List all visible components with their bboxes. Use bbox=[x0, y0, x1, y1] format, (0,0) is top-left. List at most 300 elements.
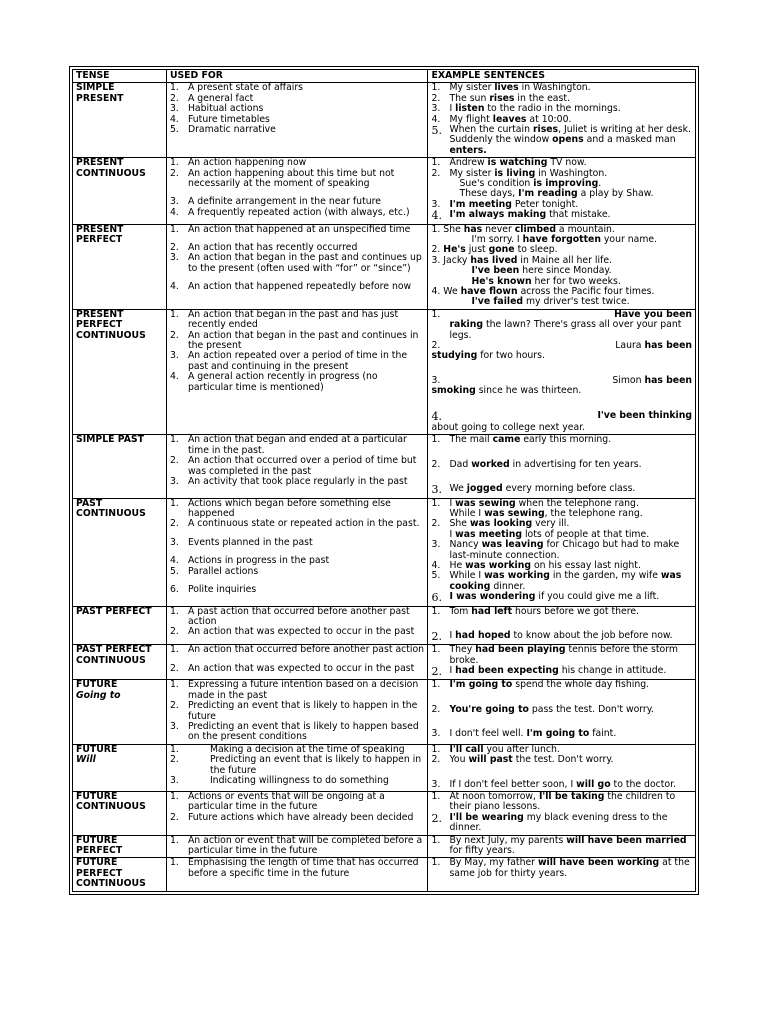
usage-item bbox=[170, 538, 425, 548]
examples-cell bbox=[428, 158, 696, 224]
sentence-fragment: for Chicago but had to make last-minute connection. bbox=[449, 539, 680, 561]
highlighted-verb: has been bbox=[644, 374, 692, 386]
table-row bbox=[73, 792, 696, 836]
usage-number: 2. bbox=[169, 242, 179, 253]
sentence-fragment: that mistake. bbox=[546, 209, 611, 221]
sentence-fragment: These days, bbox=[459, 188, 519, 200]
highlighted-verb: leaves bbox=[492, 113, 527, 125]
usage-text: Habitual actions bbox=[187, 103, 264, 115]
sentence-fragment: and a masked man bbox=[583, 134, 676, 146]
highlighted-verb: will have been working bbox=[537, 857, 660, 869]
highlighted-verb: I was wondering bbox=[449, 591, 536, 603]
tense-cell bbox=[73, 309, 167, 435]
examples-cell bbox=[428, 645, 696, 680]
sentence-fragment: your name. bbox=[600, 234, 658, 245]
usage-item bbox=[170, 208, 425, 218]
example-number: 2. bbox=[431, 754, 441, 766]
examples-cell bbox=[428, 435, 696, 498]
header-row bbox=[73, 70, 696, 83]
tense-cell bbox=[73, 158, 167, 224]
sentence-fragment: for fifty years. bbox=[449, 845, 515, 857]
sentence-fragment: By next July, my parents bbox=[449, 834, 567, 846]
usage-text: A general action recently in progress (no particular time is mentioned) bbox=[187, 371, 378, 393]
sentence-fragment: to sleep. bbox=[514, 244, 558, 256]
example-sentence bbox=[431, 351, 692, 361]
sentence-fragment: on his essay last night. bbox=[530, 559, 641, 571]
example-item bbox=[431, 540, 692, 561]
tense-name: PRESENT bbox=[76, 308, 124, 320]
usage-text: An action that has recently occurred bbox=[187, 242, 358, 253]
example-sentence bbox=[449, 297, 692, 307]
sentence-fragment: her for two weeks. bbox=[531, 275, 621, 287]
sentence-fragment: My sister bbox=[449, 82, 495, 94]
sentence-fragment: in Washington. bbox=[518, 82, 591, 94]
table-row bbox=[73, 835, 696, 858]
examples-cell bbox=[428, 792, 696, 836]
tense-cell bbox=[73, 498, 167, 606]
example-sentence bbox=[449, 680, 692, 690]
used-for-cell bbox=[166, 498, 428, 606]
tense-name: CONTINUOUS bbox=[76, 801, 146, 813]
example-sentence bbox=[449, 435, 692, 445]
sentence-fragment: my driver's test twice. bbox=[523, 296, 630, 308]
usage-text: Predicting an event that is likely to happen in the future bbox=[209, 754, 422, 776]
example-item bbox=[431, 125, 692, 156]
usage-number: 4. bbox=[169, 113, 179, 125]
highlighted-verb: will have been married bbox=[566, 834, 687, 846]
usage-item bbox=[170, 567, 425, 577]
usage-number: 2. bbox=[169, 754, 179, 766]
sentence-fragment: very ill. bbox=[532, 518, 570, 530]
usage-number: 4. bbox=[169, 281, 179, 293]
sentence-fragment: never bbox=[482, 223, 515, 235]
usage-number: 3. bbox=[169, 252, 179, 264]
table-row bbox=[73, 606, 696, 645]
sentence-fragment: When the curtain bbox=[449, 124, 533, 136]
example-number: 1. bbox=[431, 644, 441, 656]
usage-number: 3. bbox=[169, 720, 179, 732]
example-number: 3. bbox=[431, 103, 441, 115]
examples-cell bbox=[428, 606, 696, 645]
highlighted-verb: have flown bbox=[460, 286, 518, 298]
usage-text: A frequently repeated action (with always, etc.) bbox=[187, 206, 410, 218]
highlighted-verb: lives bbox=[494, 82, 519, 94]
usage-number: 1. bbox=[169, 834, 179, 846]
sentence-fragment: you after lunch. bbox=[483, 743, 560, 755]
sentence-fragment: for two hours. bbox=[477, 350, 545, 362]
example-sentence bbox=[449, 858, 692, 879]
example-sentence bbox=[449, 666, 692, 678]
sentence-fragment: We bbox=[449, 483, 467, 495]
tense-name: FUTURE bbox=[76, 743, 118, 755]
example-item bbox=[431, 680, 692, 690]
highlighted-verb: had been expecting bbox=[455, 665, 559, 677]
usage-text: A definite arrangement in the near future bbox=[187, 196, 381, 208]
tense-cell bbox=[73, 680, 167, 744]
highlighted-verb: I've been thinking bbox=[597, 409, 692, 421]
example-sentence bbox=[449, 631, 692, 643]
tense-name: FUTURE bbox=[76, 679, 118, 691]
highlighted-verb: has lived bbox=[470, 254, 518, 266]
tense-name: PAST bbox=[76, 497, 103, 509]
usage-item bbox=[170, 556, 425, 566]
usage-text: Future timetables bbox=[187, 113, 270, 125]
example-sentence bbox=[449, 792, 692, 813]
sentence-fragment: to know about the job before now. bbox=[510, 629, 673, 641]
used-for-cell bbox=[166, 309, 428, 435]
usage-item bbox=[170, 585, 425, 595]
examples-cell bbox=[428, 744, 696, 791]
sentence-fragment: I bbox=[449, 103, 456, 115]
usage-number: 2. bbox=[169, 167, 179, 179]
example-number: 3. bbox=[431, 728, 441, 740]
usage-text: An action or event that will be completed before a particular time in the future bbox=[187, 834, 423, 857]
sentence-fragment: his change in attitude. bbox=[558, 665, 667, 677]
highlighted-verb: studying bbox=[431, 350, 478, 362]
table-row bbox=[73, 309, 696, 435]
tense-name: FUTURE bbox=[76, 834, 118, 846]
sentence-fragment: The sun bbox=[449, 92, 490, 104]
example-number bbox=[431, 297, 449, 307]
example-number: 1. bbox=[431, 791, 441, 802]
example-item bbox=[431, 645, 692, 666]
example-sentence bbox=[449, 645, 692, 666]
highlighted-verb: will go bbox=[576, 778, 611, 790]
sentence-fragment: 3. Jacky bbox=[431, 254, 471, 266]
highlighted-verb: I'm reading bbox=[518, 188, 578, 200]
usage-text: An action that was expected to occur in the past bbox=[187, 662, 415, 674]
usage-text: An action that began in the past and continues in the present bbox=[187, 329, 419, 352]
example-number: 2. bbox=[431, 665, 442, 679]
example-item bbox=[431, 386, 692, 396]
sentence-fragment: in the garden, my wife bbox=[549, 570, 661, 582]
sentence-fragment: If I don't feel better soon, I bbox=[449, 778, 577, 790]
examples-cell bbox=[428, 835, 696, 858]
example-number: 1. bbox=[431, 434, 441, 446]
highlighted-verb: Have you been bbox=[614, 308, 692, 320]
header-example-sentences: EXAMPLE SENTENCES bbox=[428, 70, 696, 83]
example-item bbox=[431, 423, 692, 433]
sentence-fragment: They bbox=[449, 644, 476, 656]
usage-item bbox=[170, 680, 425, 701]
highlighted-verb: was meeting bbox=[455, 528, 523, 540]
usage-item bbox=[170, 499, 425, 520]
usage-number: 1. bbox=[169, 308, 179, 320]
highlighted-verb: I've failed bbox=[471, 296, 524, 308]
usage-number: 3. bbox=[169, 350, 179, 362]
usage-number: 1. bbox=[169, 743, 179, 755]
sentence-fragment: Nancy bbox=[449, 539, 482, 551]
sentence-fragment: Andrew bbox=[449, 157, 488, 169]
usage-item bbox=[170, 607, 425, 628]
highlighted-verb: rises bbox=[489, 92, 515, 104]
usage-text: Emphasising the length of time that has occurred before a specific time in the future bbox=[187, 857, 419, 879]
example-number: 3. bbox=[431, 483, 442, 497]
sentence-fragment: TV now. bbox=[547, 157, 587, 169]
highlighted-verb: I'm meeting bbox=[449, 198, 512, 210]
example-item bbox=[431, 780, 692, 790]
example-number: 1. bbox=[431, 82, 441, 94]
usage-number: 4. bbox=[169, 371, 179, 383]
tense-name: SIMPLE bbox=[76, 82, 115, 94]
example-number: 1. bbox=[431, 605, 441, 617]
usage-item bbox=[170, 813, 425, 823]
sentence-fragment: the lawn? There's grass all over your pant legs. bbox=[449, 319, 682, 341]
tense-name: CONTINUOUS bbox=[76, 329, 146, 341]
sentence-fragment: spend the whole day fishing. bbox=[512, 679, 650, 691]
used-for-cell bbox=[166, 835, 428, 858]
sentence-fragment: a play by Shaw. bbox=[577, 188, 654, 200]
sentence-fragment: across the Pacific four times. bbox=[517, 286, 655, 298]
usage-item bbox=[170, 701, 425, 722]
sentence-fragment: Sue's condition bbox=[459, 178, 534, 190]
usage-number: 3. bbox=[169, 536, 179, 548]
example-number: 2. bbox=[431, 167, 441, 179]
sentence-fragment: here since Monday. bbox=[519, 265, 612, 277]
tense-name: PERFECT bbox=[76, 867, 123, 879]
sentence-fragment: pass the test. Don't worry. bbox=[528, 703, 654, 715]
example-number: 3. bbox=[431, 539, 441, 551]
example-item bbox=[431, 792, 692, 813]
usage-number: 1. bbox=[169, 791, 179, 802]
usage-item bbox=[170, 519, 425, 529]
usage-number: 1. bbox=[169, 644, 179, 656]
example-item bbox=[431, 813, 692, 834]
highlighted-verb: was sewing bbox=[484, 507, 545, 519]
examples-cell bbox=[428, 83, 696, 158]
tense-name: PRESENT bbox=[76, 157, 124, 169]
tense-name: CONTINUOUS bbox=[76, 167, 146, 179]
usage-number: 1. bbox=[169, 857, 179, 869]
highlighted-verb: You're going to bbox=[449, 703, 529, 715]
example-number: 1. bbox=[431, 834, 441, 846]
highlighted-verb: He's bbox=[443, 244, 466, 256]
table-row bbox=[73, 645, 696, 680]
table-row bbox=[73, 435, 696, 498]
highlighted-verb: had left bbox=[471, 605, 513, 617]
sentence-fragment: The mail bbox=[449, 434, 493, 446]
example-sentence bbox=[449, 755, 692, 765]
highlighted-verb: I've been bbox=[471, 265, 520, 277]
example-sentence bbox=[449, 484, 692, 496]
highlighted-verb: I'm going to bbox=[526, 728, 590, 740]
example-item bbox=[431, 858, 692, 879]
used-for-cell bbox=[166, 158, 428, 224]
usage-text: Dramatic narrative bbox=[187, 124, 276, 136]
usage-item bbox=[170, 435, 425, 456]
sentence-fragment: every morning before class. bbox=[502, 483, 636, 495]
example-item bbox=[431, 210, 692, 222]
usage-number: 1. bbox=[169, 223, 179, 235]
usage-text: Expressing a future intention based on a decision made in the past bbox=[187, 679, 419, 701]
tense-name: PAST PERFECT bbox=[76, 644, 152, 656]
example-number bbox=[431, 179, 449, 189]
example-number: 2. bbox=[431, 629, 442, 643]
used-for-cell bbox=[166, 435, 428, 498]
usage-item bbox=[170, 351, 425, 372]
usage-text: Actions or events that will be ongoing at a particular time in the future bbox=[187, 791, 385, 813]
sentence-fragment: 1. She bbox=[431, 223, 464, 235]
sentence-fragment: 4. We bbox=[431, 286, 461, 298]
example-item bbox=[431, 351, 692, 361]
sentence-fragment: to the radio in the mornings. bbox=[484, 103, 621, 115]
example-sentence bbox=[449, 780, 692, 790]
usage-item bbox=[170, 282, 425, 292]
usage-item bbox=[170, 456, 425, 477]
highlighted-verb: have forgotten bbox=[522, 234, 601, 245]
usage-number: 6. bbox=[169, 583, 179, 595]
example-item bbox=[431, 484, 692, 496]
usage-number: 2. bbox=[169, 92, 179, 104]
sentence-fragment: Simon bbox=[612, 374, 645, 386]
tense-subtitle: Going to bbox=[76, 689, 121, 701]
sentence-fragment: I bbox=[449, 497, 456, 509]
example-item bbox=[431, 836, 692, 857]
usage-text: Polite inquiries bbox=[187, 583, 257, 595]
usage-text: An action that began and ended at a particular time in the past. bbox=[187, 434, 407, 456]
highlighted-verb: is watching bbox=[487, 157, 548, 169]
usage-number: 2. bbox=[169, 700, 179, 712]
example-number bbox=[431, 266, 449, 276]
highlighted-verb: was sewing bbox=[455, 497, 516, 509]
example-item bbox=[431, 571, 692, 592]
usage-text: An action that began in the past and continues up to the present (often used with “for” or “since”) bbox=[187, 252, 422, 274]
usage-text: An action that occurred over a period of time but was completed in the past bbox=[187, 455, 417, 477]
example-sentence bbox=[449, 460, 692, 470]
sentence-fragment: I don't feel well. bbox=[449, 728, 527, 740]
example-number: 4. bbox=[431, 209, 442, 223]
usage-text: A continuous state or repeated action in the past. bbox=[187, 518, 420, 530]
sentence-fragment: , Juliet is writing at her desk. Suddenly the window bbox=[449, 124, 691, 146]
usage-item bbox=[170, 755, 425, 776]
example-number: 5. bbox=[431, 570, 441, 582]
highlighted-verb: worked bbox=[471, 458, 510, 470]
usage-text: An action happening now bbox=[187, 157, 307, 169]
sentence-fragment: early this morning. bbox=[520, 434, 612, 446]
used-for-cell bbox=[166, 645, 428, 680]
tense-name: PERFECT bbox=[76, 234, 123, 245]
example-item bbox=[431, 705, 692, 715]
sentence-fragment: He bbox=[449, 559, 466, 571]
usage-number: 1. bbox=[169, 157, 179, 169]
sentence-fragment: , the telephone rang. bbox=[544, 507, 643, 519]
sentence-fragment: dinner. bbox=[490, 580, 526, 592]
example-number: 3. bbox=[431, 198, 441, 210]
usage-item bbox=[170, 836, 425, 857]
sentence-fragment: to the doctor. bbox=[610, 778, 677, 790]
usage-text: Actions in progress in the past bbox=[187, 555, 330, 567]
examples-cell bbox=[428, 680, 696, 744]
example-sentence bbox=[449, 729, 692, 739]
header-used-for: USED FOR bbox=[166, 70, 428, 83]
highlighted-verb: raking bbox=[449, 319, 483, 331]
examples-cell bbox=[428, 224, 696, 309]
usage-item bbox=[170, 477, 425, 487]
usage-text: A past action that occurred before another past action bbox=[187, 605, 410, 627]
table-row bbox=[73, 83, 696, 158]
example-item bbox=[431, 729, 692, 739]
usage-text: An action that began in the past and has just recently ended bbox=[187, 308, 399, 331]
sentence-fragment: While I bbox=[449, 507, 485, 519]
example-sentence bbox=[449, 705, 692, 715]
example-sentence bbox=[431, 423, 692, 433]
tense-cell bbox=[73, 792, 167, 836]
sentence-fragment: in advertising for ten years. bbox=[509, 458, 642, 470]
usage-number: 4. bbox=[169, 555, 179, 567]
usage-item bbox=[170, 310, 425, 331]
tense-subtitle: Will bbox=[76, 754, 96, 766]
highlighted-verb: had hoped bbox=[455, 629, 511, 641]
usage-text: An action that occurred before another past action bbox=[187, 644, 425, 656]
usage-number: 2. bbox=[169, 811, 179, 823]
usage-number: 3. bbox=[169, 196, 179, 208]
sentence-fragment: at the same job for thirty years. bbox=[449, 857, 690, 879]
example-number: 2. bbox=[431, 811, 442, 825]
usage-text: Making a decision at the time of speaking bbox=[209, 743, 405, 755]
sentence-fragment: just bbox=[465, 244, 489, 256]
table-body bbox=[73, 83, 696, 891]
highlighted-verb: I'll call bbox=[449, 743, 484, 755]
example-number: 1. bbox=[431, 308, 441, 320]
sentence-fragment: when the telephone rang. bbox=[515, 497, 639, 509]
sentence-fragment: While I bbox=[449, 570, 485, 582]
tense-name: CONTINUOUS bbox=[76, 878, 146, 890]
usage-text: A present state of affairs bbox=[187, 82, 304, 94]
sentence-fragment: in Washington. bbox=[535, 167, 608, 179]
sentence-fragment: in the east. bbox=[514, 92, 570, 104]
highlighted-verb: jogged bbox=[466, 483, 503, 495]
example-sentence bbox=[449, 813, 692, 834]
usage-text: An action that happened at an unspecified time bbox=[187, 223, 411, 235]
tense-cell bbox=[73, 224, 167, 309]
usage-number: 2. bbox=[169, 455, 179, 467]
sentence-fragment: My flight bbox=[449, 113, 493, 125]
example-number: 4. bbox=[431, 559, 441, 571]
sentence-fragment: At noon tomorrow, bbox=[449, 791, 539, 802]
sentence-fragment: hours before we got there. bbox=[512, 605, 639, 617]
example-item bbox=[431, 755, 692, 765]
used-for-cell bbox=[166, 680, 428, 744]
example-number: 4. bbox=[431, 113, 441, 125]
sentence-fragment: tennis before the storm broke. bbox=[449, 644, 678, 666]
usage-text: An action happening about this time but not necessarily at the moment of speaking bbox=[187, 167, 395, 190]
used-for-cell bbox=[166, 858, 428, 891]
highlighted-verb: rises bbox=[532, 124, 559, 136]
usage-number: 3. bbox=[169, 775, 179, 786]
usage-number: 5. bbox=[169, 565, 179, 577]
tense-name: PRESENT bbox=[76, 92, 124, 104]
tense-cell bbox=[73, 858, 167, 891]
sentence-fragment: Laura bbox=[615, 340, 645, 352]
usage-text: An action repeated over a period of time in the past and continuing in the present bbox=[187, 350, 408, 372]
example-number: 4. bbox=[431, 409, 442, 423]
used-for-cell bbox=[166, 606, 428, 645]
example-item bbox=[431, 666, 692, 678]
header-tense: TENSE bbox=[73, 70, 167, 83]
example-item bbox=[431, 631, 692, 643]
usage-text: Parallel actions bbox=[187, 565, 259, 577]
examples-cell bbox=[428, 309, 696, 435]
example-sentence bbox=[449, 571, 692, 592]
sentence-fragment: in Maine all her life. bbox=[517, 254, 612, 266]
example-number bbox=[431, 320, 449, 341]
example-item bbox=[431, 320, 692, 341]
highlighted-verb: was looking bbox=[469, 518, 533, 530]
tenses-table bbox=[72, 69, 696, 892]
usage-number: 1. bbox=[169, 434, 179, 446]
usage-text: Actions which began before something else happened bbox=[187, 497, 391, 519]
used-for-cell bbox=[166, 744, 428, 791]
